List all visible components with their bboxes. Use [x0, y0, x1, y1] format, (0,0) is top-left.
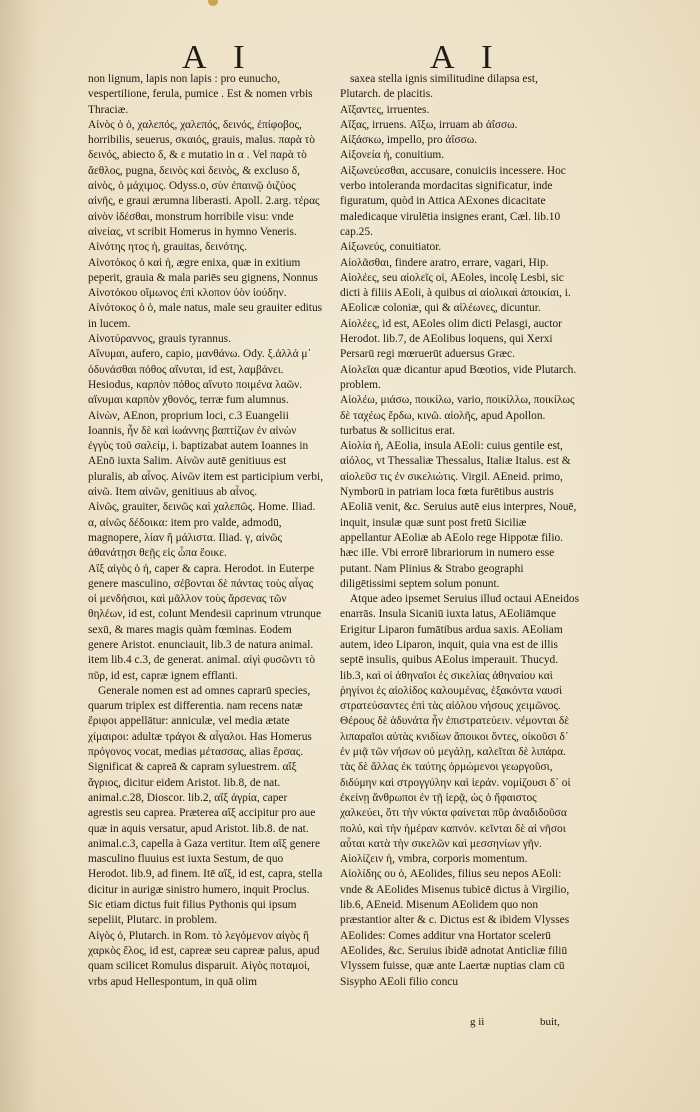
entry-text: Αἰξονεία ἡ, conuitium.: [340, 149, 445, 162]
gutter-shadow: [0, 0, 38, 1112]
entry-text: Αἰξωνεύς, conuitiator.: [340, 241, 442, 254]
entry-text: Αἰνὸς ὁ ὁ, χαλεπός, χαλεπός, δεινός, ἐπίφοβος, horribilis, seuerus, σκαιός, grauis, malus. παρὰ τὸ δεινός, abiecto δ, & ε mutatio in α . Vel παρὰ τὸ ἄεθλος, pugna, δεινὸς καὶ δεινὸς, & excluso δ, αἰνὸς, ὁ μάχιμος. Odyss.ο, σὺν ἐπαινῷ ὀιζύος αἰνῆς, e graui ærumna liberasti. Apoll. 2.arg. τέρας αἰνὸν ἰδέσθαι, monstrum horribile visu: vnde αἰνείας, vt scribit Homerus in hymno Veneris.: [88, 118, 320, 238]
entry-text: Αἰολία ἡ, AEolia, insula AEoli: cuius gentile est, αἰόλος, vt Thessaliæ Thessalus, Italiæ Italus. est & αἰολεῦσ τις ἐν σικελιώτις. Virgil. AEneid. primo, Nymborū in patriam loca fœta furētibus austris AEoliā venit, &c. Seruius autē eius interpres, Nouē, inquit, insulæ quæ sunt post fretū Siciliæ appellantur AEoliæ ab AEolo rege Hippotæ filio. hæc ille. Vbi errorē librariorum in numero esse putant. Nam Plinius & Strabo geographi diligētissimi septem solum ponunt.: [340, 440, 577, 590]
entry-text: Αἴξαντες, irruentes.: [340, 103, 430, 116]
entry-text: Αἴξας, irruens. Αἴξω, irruam ab ἀΐσσω.: [340, 118, 518, 131]
entry-text: Αἰνοτόκος ὁ καὶ ἡ, ægre enixa, quæ in exitium peperit, grauia & mala pariēs seu gignens, Nonnus Αἰνοτόκου οἴμωνος ἐπὶ κλοπον ὑὸν ἰούδην.: [88, 256, 318, 300]
text-column-left: [88, 72, 324, 990]
entry-text: Αἰξάσκω, impello, pro ἀΐσσω.: [340, 134, 478, 147]
entry-text: Αἰνοτύραννος, grauis tyrannus.: [88, 333, 231, 346]
entry-text: non lignum, lapis non lapis : pro eunucho, vespertilione, ferula, pumice . Est & nomen vrbis Thraciæ.: [88, 73, 313, 116]
entry-text: Αἰολέες, seu αἰολεῖς οἱ, AEoles, incolę Lesbi, sic dicti à filiis AEoli, à quibus αἱ αἰολικαὶ ἀποικίαι, i. AEolicæ coloniæ, qui & αἰλέωνες, dicuntur.: [340, 271, 571, 315]
entry-text: Αἴξ αἰγὸς ὁ ἡ, caper & capra. Herodot. in Euterpe genere masculino, σέβονται δὲ πάντας τοὺς αἶγας οἱ μενδήσιοι, καὶ μᾶλλον τοὺς ἄρσενας τῶν θηλέων, id est, colunt Mendesii caprinum vtrunque sexū, & mares magis quàm fœminas. Eodem genere Aristot. enunciauit, lib.3 de natura animal. item lib.4 c.3, de generat. animal. αἰγὶ φυσῶντι τὸ πῦρ, id est, capræ ignem efflanti.: [88, 562, 322, 682]
entry-text: Αἰνὼν, AEnon, proprium loci, c.3 Euangelii Ioannis, ἦν δὲ καὶ ἰωάννης βαπτίζων ἐν αἰνὼν ἐγγὺς τοῦ σαλείμ, i. baptizabat autem Ioannes in AEnō iuxta Salim. Αἰνῶν autē genitiuus est pluralis, ab αἶνος. Αἰνῶν item est participium verbi, αἰνῶ. Item αἰνῶν, genitiuus ab αἶνος.: [88, 409, 324, 499]
entry-text: Αἰξωνεύεσθαι, accusare, conuiciis incessere. Hoc verbo intoleranda mordacitas significatur, inde figuratum, quòd in Attica AExones dicacitate maledicaque virulētia insignes erant, Cæl. lib.10 cap.25.: [340, 164, 566, 238]
signature-mark: g ii: [470, 1016, 485, 1028]
entry-text: Αἰολίδης ου ὁ, AEolides, filius seu nepos AEoli: vnde & AEolides Misenus tubicē dictus à Virgilio, lib.6, AEneid. Misenum AEolidem quo non præstantior alter & c. Dictus est & ibidem Vlysses AEolides: Comes additur vna Hortator scelerū AEolides, &c. Seruius ibidē adnotat Anticliæ filiū Vlyssem fuisse, quæ ante Laertæ nuptias clam cū Sisypho AEoli filio concu: [340, 868, 570, 988]
entry-text: Αἰνότοκος ὁ ὁ, male natus, male seu grauiter editus in lucem.: [88, 302, 323, 330]
entry-text: saxea stella ignis similitudine dilapsa est, Plutarch. de placitis.: [340, 73, 538, 101]
entry-text: Αἴνυμαι, aufero, capio, μανθάνω. Ody. ξ.ἀλλά μ᾽ ὀδυνάσθαι πόθος αἴνυται, id est, λαμβάνει. Hesiodus, καρπὸν πόθος αἴνυτο ποιμένα λαῶν. αἴνυμαι καρπὸν χθονός, terræ fum alumnus.: [88, 348, 312, 407]
entry-text: Αἰολέω, μιάσω, ποικίλω, vario, ποικίλλω, ποικίλως δὲ ταχέως ἔρδω, κινῶ. αἰολῆς, apud Apollon. turbatus & sollicitus erat.: [340, 394, 575, 437]
entry-text: Αἰνότης ητος ἡ, grauitas, δεινότης.: [88, 241, 247, 254]
entry-text: Atque adeo ipsemet Seruius illud octaui AEneidos enarrās. Insula Sicaniū iuxta latus, AEoliāmque Erigitur Liparon fumātibus ardua saxis. AEoliam autem, ideo Liparon, inquit, quia vna est de illis septē insulis, quibus AEolus imperauit. Thucyd. lib.3, καὶ οἱ ἀθηναῖοι ἐς σικελίας ἀθηναίου καὶ ῥηγίνοι ἐς αἰολίδος καλουμένας, ἑξακόντα ναυσὶ στρατεύσαντες ἐπὶ τὰς αἰόλου νήσους χειμῶνος. Θέρους δὲ ἀδυνάτα ἦν ἐπιστρατεύειν. νέμονται δὲ λιπαραῖοι αὐτὰς κνιδίων ἄποικοι ὄντες, οἰκοῦσι δ᾽ ἐν μιᾷ τῶν νήσων οὐ μεγάλῃ, καλεῖται δὲ λιπάρα. τὰς δὲ ἄλλας ἐκ ταύτης ὁρμώμενοι γεωργοῦσι, διδύμην καὶ στρογγύλην καὶ ἱεράν. νομίζουσι δ᾽ οἱ ἐκείνῃ ἄνθρωποι ἐν τῇ ἱερᾷ, ὡς ὁ ἥφαιστος χαλκεύει, ὅτι τὴν νύκτα φαίνεται πῦρ ἀναδιδοῦσα πολύ, καὶ τὴν ἡμέραν καπνόν. κεῖνται δὲ αἱ νῆσοι αὗται κατὰ τὴν σικελῶν καὶ μεσσηνίων γῆν.: [340, 593, 580, 850]
entry-text: Generale nomen est ad omnes caprarū species, quarum triplex est differentia. nam recens natæ ἔριφοι appellātur: anniculæ, vel media ætate χίμαιροι: adultæ τράγοι & αἶγαλοι. Has Homerus πρόγονος vocat, medias μέτασσας, alias ἕρσας. Significat & capreā & capram syluestrem. αἴξ ἄγριος, dicitur eidem Aristot. lib.8, de nat. animal.c.28, Dioscor. lib.2, αἴξ ἀγρία, caper agrestis seu caprea. Præterea αἴξ accipitur pro aue quæ in aquis versatur, apud Aristot. lib.8. de nat. animal.c.3, capella à Gaza vertitur. Item αἴξ genere masculino fluuius est iuxta Sestum, de quo Herodot. lib.9, ad finem. Itē αἴξ, id est, capra, stella dicitur in aurigæ sinistro humero, inquit Proclus. Sic etiam dictus fuit filius Pythonis qui ipsum sepeliit, Plutarc. in problem.: [88, 684, 323, 927]
catchword: buit,: [540, 1016, 560, 1028]
running-headword-left: A I: [182, 39, 255, 76]
text-column-right: [340, 72, 580, 990]
running-headword-right: A I: [430, 39, 503, 76]
page-marker: [208, 0, 218, 6]
entry-text: Αἰνῶς, grauiter, δεινῶς καὶ χαλεπῶς. Home. Iliad. α, αἰνῶς δέδοικα: item pro valde, admodū, magnopere, λίαν ἢ μάλιστα. Iliad. γ, αἰνῶς ἀθανάτῃσι θεῇς εἰς ὦπα ἔοικε.: [88, 501, 316, 560]
entry-text: Αἰολίζειν ἡ, vmbra, corporis momentum.: [340, 853, 528, 866]
entry-text: Αἰολᾶσθαι, findere aratro, errare, vagari, Hip.: [340, 256, 549, 269]
entry-text: Αἰολέες, id est, AEoles olim dicti Pelasgi, auctor Herodot. lib.7, de AEolibus loquens, qui Xerxi Persarū regi mœruerūt aduersus Græc.: [340, 317, 562, 361]
entry-text: Αἰολεῖαι quæ dicantur apud Bœotios, vide Plutarch. problem.: [340, 363, 577, 391]
entry-text: Αἰγὸς ὁ, Plutarch. in Rom. τὸ λεγόμενον αἰγὸς ἢ χαρκὸς ἕλος, id est, capreæ seu capreæ palus, apud quam scilicet Romulus disparuit. Αἰγὸς ποταμοί, vrbs apud Hellespontum, in quā olim: [88, 929, 320, 988]
